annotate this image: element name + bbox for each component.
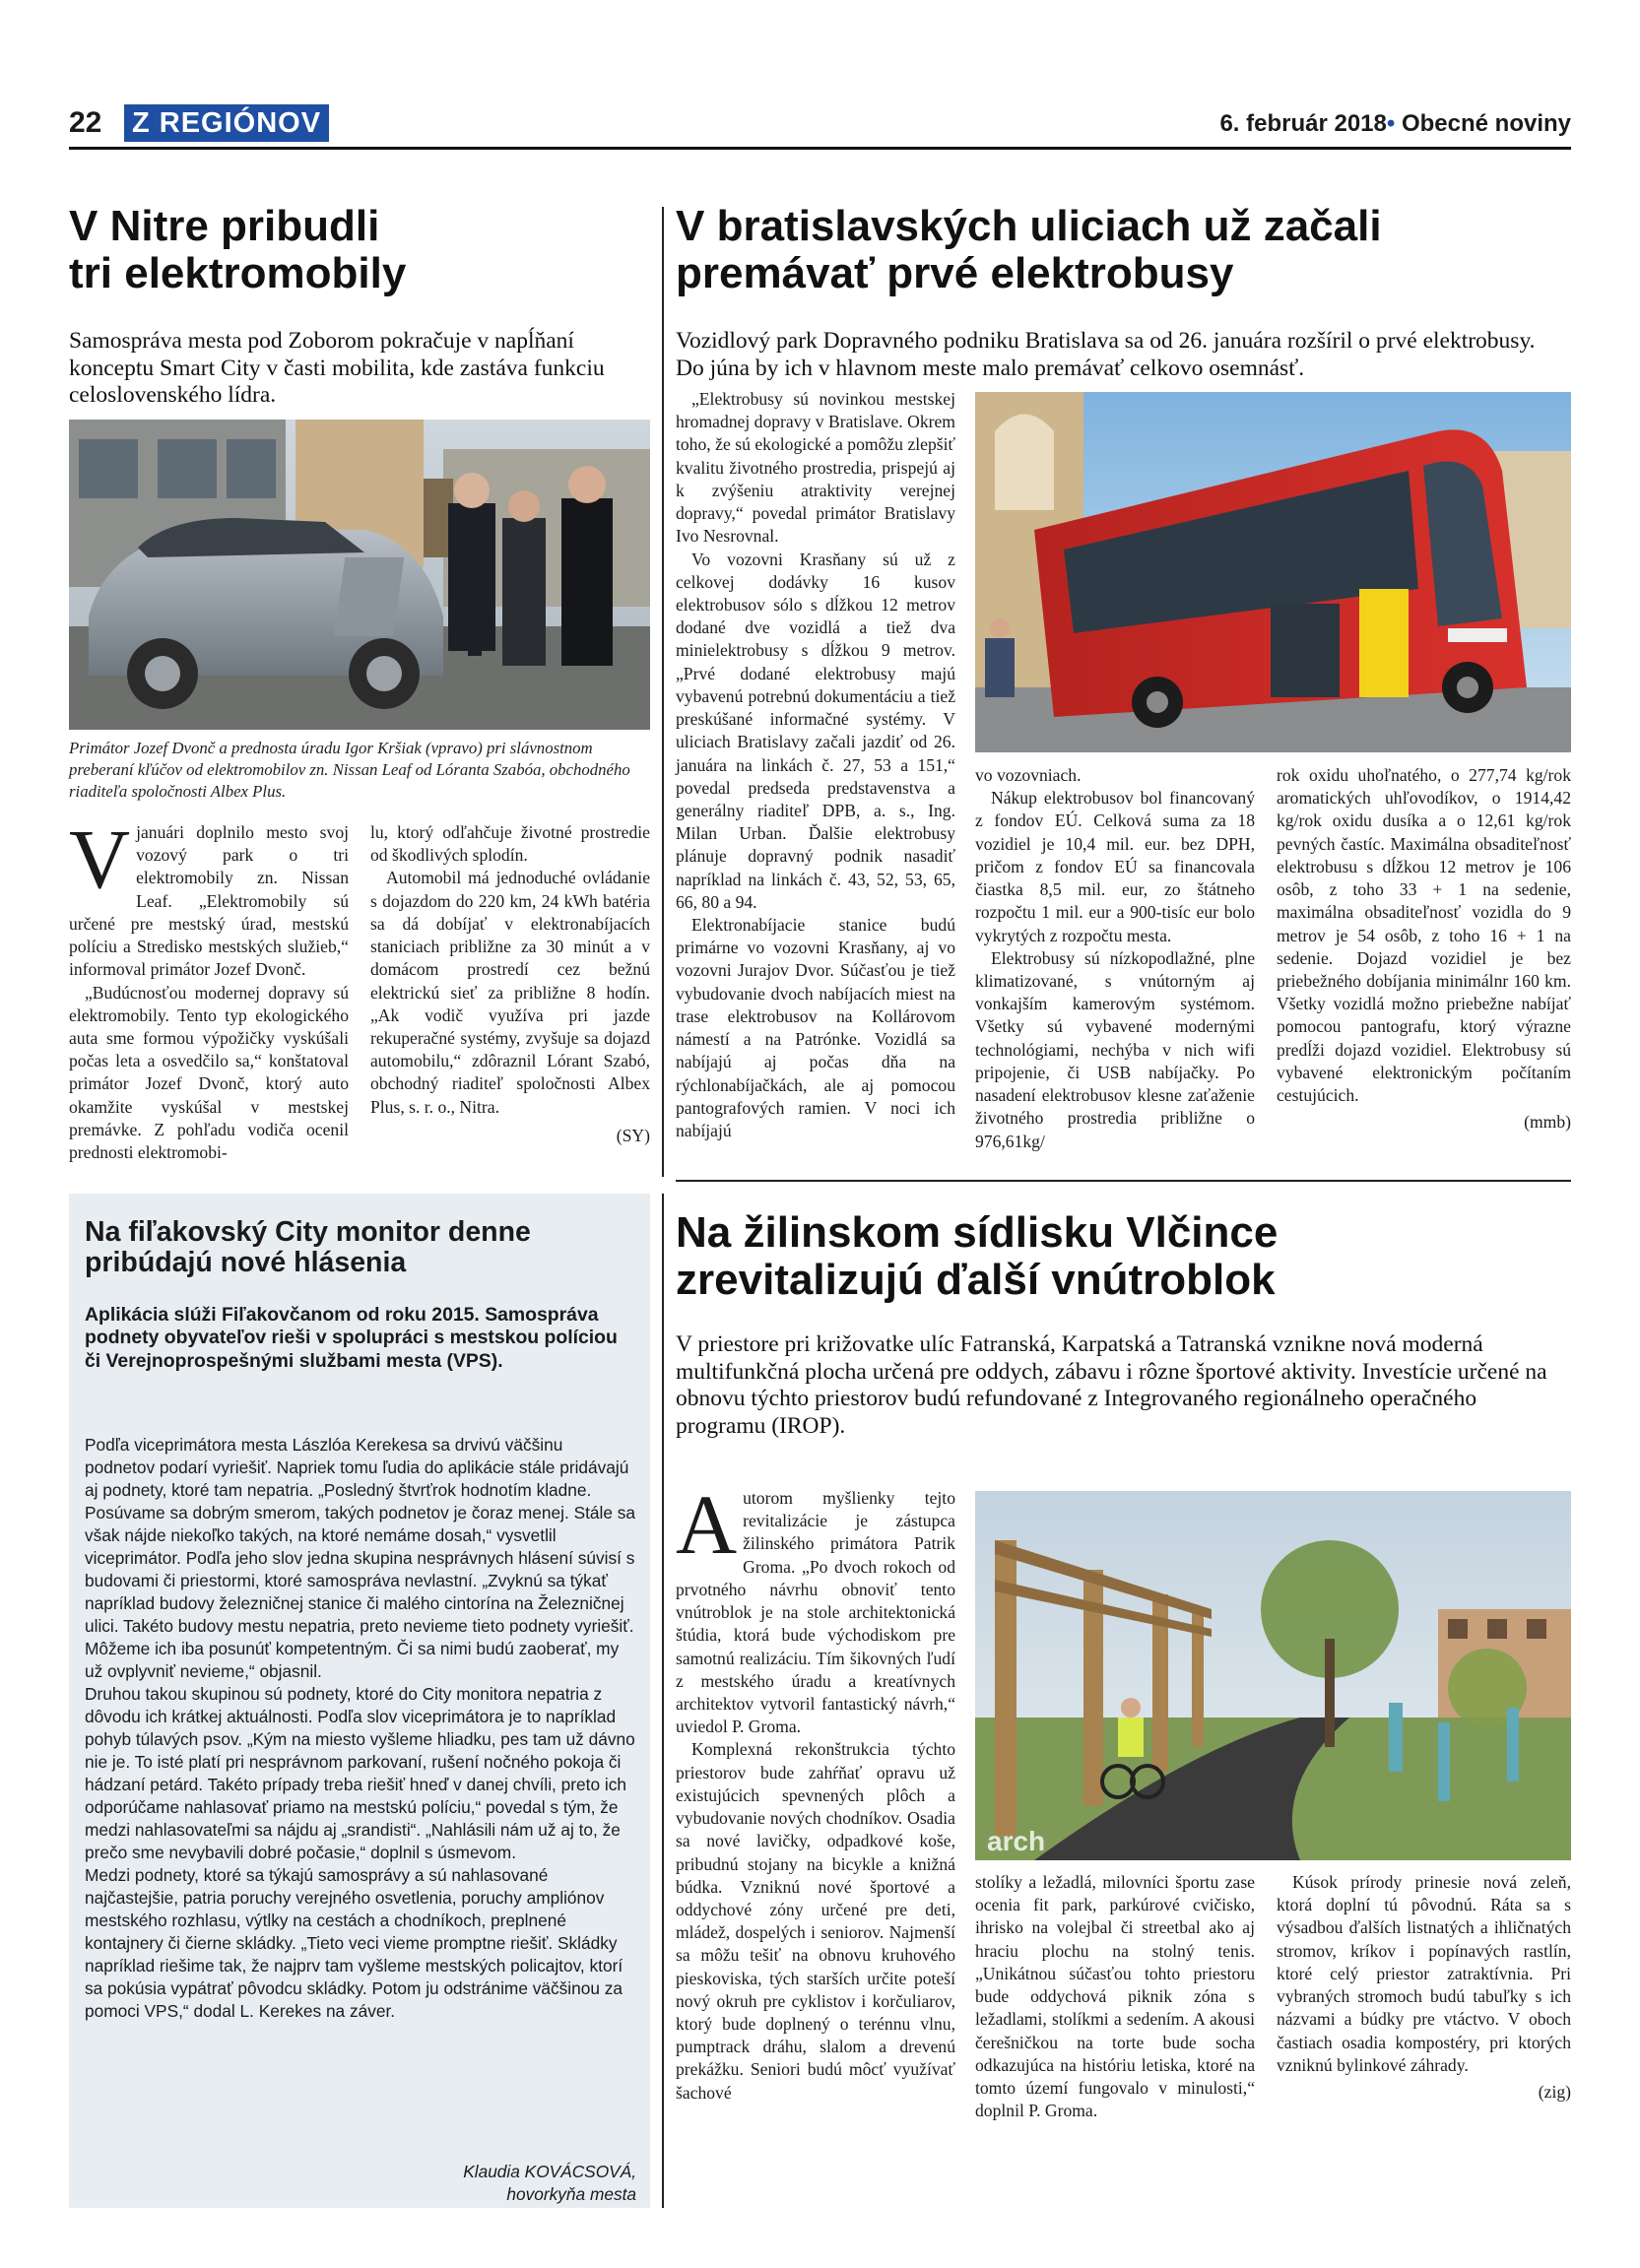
bratislava-paragraph: rok oxidu uhoľnatého, o 277,74 kg/rok aromatických uhľovodíkov, o 1914,42 kg/rok oxidu dusíka a o 12,61 kg/rok pevných častíc. Maximálna obsaditeľnosť elektrobusu s dĺžkou 12 metrov je 106 osôb, z toho 33 + 1 na sedenie, maximálna obsaditeľnosť vozidla do 9 metrov je 54 osôb, z toho 16 + 1 na sedenie. Dojazd vozidiel je bez priebežného dobíjania minimálnr 160 km. Všetky vozidlá možno priebežne nabíjať pomocou pantografu, ktorý výrazne predĺži dojazd vozidiel. Elektrobusy sú vybavené elektronickým počítaním cestujúcich. [1277,765,1571,1106]
bratislava-paragraph: „Elektrobusy sú novinkou mestskej hromadnej dopravy v Bratislave. Okrem toho, že sú ekologické a pomôžu zlepšiť kvalitu životného prostredia, prispejú aj k zvýšeniu atraktivity verejnej dopravy,“ povedal primátor Bratislavy Ivo Nesrovnal. [676,389,955,547]
filakovo-box [69,1194,650,2208]
filakovo-signature-role: hovorkyňa mesta [506,2184,636,2204]
nitra-paragraph: Automobil má jednoduché ovládanie s dojazdom do 220 km, 24 kWh batéria sa dá dobíjať v elektronabíjacích staniciach približne za 30 minút a v domácom prostredí cez bežnú elektrickú sieť za približne 8 hodín. „Ak vodič využíva pri jazde rekuperačné systémy, zvyšuje sa dojazd automobilu,“ zdôraznil Lórant Szabó, obchodný riaditeľ spoločnosti Albex Plus, s. r. o., Nitra. [370,868,650,1117]
zilina-headline-line1: Na žilinskom sídlisku Vlčince [676,1208,1279,1257]
nitra-photo-illustration [69,420,650,730]
bratislava-signature: (mmb) [1524,1112,1571,1133]
bratislava-paragraph: Elektronabíjacie stanice budú primárne vo vozovni Krasňany, aj vo vozovni Jurajov Dvor. Súčasťou je tiež vybudovanie dvoch nabíjacích miest na trase elektrobusov na Kollárovom námestí a na Patrónke. Vozidlá sa nabíjajú aj počas dňa na rýchlonabíjačkách, ale aj pomocou pantografových ramien. V noci ich nabíjajú [676,915,955,1140]
bratislava-photo [975,392,1571,752]
filakovo-signature-name: Klaudia KOVÁCSOVÁ, [463,2162,636,2181]
nitra-text: januári doplnilo mesto svoj vozový park o tri elektromobily zn. Nissan Leaf. „Elektromobily sú určené pre mestský úrad, mestskú políciu a Stredisko mestských služieb,“ informoval primátor Jozef Dvonč. [69,822,349,980]
nitra-paragraph: „Budúcnosťou modernej dopravy sú elektromobily. Tento typ ekologického auta sme formou výpožičky vyskúšali počas leta a osvedčilo sa,“ konštatoval primátor Jozef Dvonč, ktorý auto okamžite vyskúšal v mestskej premávke. Z pohľadu vodiča ocenil prednosti elektromobi- [69,982,349,1163]
nitra-lead: Samospráva mesta pod Zoborom pokračuje v napĺňaní konceptu Smart City v časti mobilita, kde zastáva funkciu celoslovenského lídra. [69,328,605,409]
filakovo-paragraph: Druhou takou skupinou sú podnety, ktoré do City monitora nepatria z dôvodu ich krátkej aktuálnosti. Podľa slov viceprimátora je to napríklad pohyb túlavých psov. „Kým na miesto vyšleme hliadku, pes tam už dávno nie je. To isté platí pri nesprávnom parkovaní, rušení nočného pokoja či hádzaní petárd. Takéto prípady treba riešiť hneď v danej chvíli, preto ich odporúčame nahlasovať priamo na mestskú políciu,“ povedal s tým, že medzi nahlasovateľmi sa nájdu aj „srandisti“. „Nahlásili nám už aj to, že prečo sme nevybavili dobré počasie,“ doplnil s úsmevom. [85,1684,635,1862]
section-label: Z REGIÓNOV [124,104,329,142]
nitra-headline-line2: tri elektromobily [69,248,407,297]
zilina-lead: V priestore pri križovatke ulíc Fatranská, Karpatská a Tatranská vznikne nová moderná multifunkčná plocha určená pre oddych, zábavu i rôzne športové aktivity. Investície určené na obnovu týchto priestorov budú refundované z Integrovaného regionálneho operačného programu (IROP). [676,1331,1547,1440]
filakovo-signature [463,2161,636,2206]
zilina-headline [676,1209,1571,1303]
bratislava-body-col2 [975,764,1255,1153]
nitra-body-col1 [69,811,349,1164]
zilina-dropcap: A [676,1477,738,1572]
filakovo-body [85,1434,636,2023]
issue-date: 6. február 2018 [1219,110,1387,137]
bratislava-headline [676,203,1571,296]
newspaper-name: Obecné noviny [1401,110,1571,137]
nitra-headline [69,203,650,296]
zilina-paragraph: Komplexná rekonštrukcia týchto priestorov bude zahŕňať opravu už existujúcich spevnených plôch a vybudovanie nových chodníkov. Osadia sa nové lavičky, odpadkové koše, pribudnú stojany na bicykle a knižná búdka. Vzniknú nové športové a oddychové zóny určené pre deti, mládež, dospelých i seniorov. Najmenší sa môžu tešiť na obnovu kruhového pieskoviska, tých starších určite poteší nový okruh pre cyklistov i korčuliarov, ktorý bude doplnený o terénnu vlnu, pumptrack dráhu, slalom a drevenú prekážku. Seniori budú môcť využívať šachové [676,1739,955,2103]
zilina-body-col1 [676,1477,955,2105]
filakovo-lead: Aplikácia slúži Fiľakovčanom od roku 2015. Samospráva podnety obyvateľov rieši v spolupráci s mestskou políciou či Verejnoprospešnými službami mesta (VPS). [85,1304,618,1372]
zilina-photo-illustration [975,1491,1571,1860]
masthead-right [1219,110,1571,138]
nitra-photo [69,420,650,730]
bratislava-paragraph: vo vozovniach. [975,765,1082,785]
bratislava-body-col1 [676,388,955,1142]
zilina-photo [975,1491,1571,1860]
nitra-signature: (SY) [616,1125,650,1145]
filakovo-paragraph: Medzi podnety, ktoré sa týkajú samosprávy a sú nahlasované najčastejšie, patria poruchy verejného osvetlenia, poruchy ampliónov mestského rozhlasu, výtlky na cestách a chodníkoch, preplnené kontajnery či čierne skládky. „Tieto veci vieme promptne riešiť. Skládky napríklad riešime tak, že najprv tam vyšleme mestských policajtov, ktorí sa pokúsia vypátrať pôvodcu skládky. Potom ju odstránime väčšinou za pomoci VPS,“ dodal L. Kerekes na záver. [85,1865,623,2021]
bratislava-headline-line2: premávať prvé elektrobusy [676,248,1234,297]
section-divider [676,1180,1571,1182]
bratislava-paragraph: Elektrobusy sú nízkopodlažné, plne klimatizované, s vnútorným aj vonkajším kamerovým systémom. Všetky sú vybavené modernými technológiami, nechýba v nich wifi pripojenie, či USB nabíjačky. Po nasadení elektrobusov klesne zaťaženie životného prostredia približne o 976,61kg/ [975,947,1255,1151]
nitra-paragraph [69,811,349,982]
nitra-headline-line1: V Nitre pribudli [69,202,380,250]
bratislava-lead: Vozidlový park Dopravného podniku Bratislava sa od 26. januára rozšíril o prvé elektrobusy. Do júna by ich v hlavnom meste malo premávať celkovo osemnásť. [676,328,1536,381]
zilina-body-col2 [975,1871,1255,2122]
bratislava-paragraph: Vo vozovni Krasňany sú už z celkovej dodávky 16 kusov elektrobusov sólo s dĺžkou 12 metrov dodané dve vozidlá a tiež dva minielektrobusy s dĺžkou 9 metrov. „Prvé dodané elektrobusy majú vybavenú potrebnú dokumentáciu a tiež preskúšané informačné systémy. V uliciach Bratislavy začali jazdiť od 26. januára na linkách č. 27, 53 a 151,“ povedal predseda predstavenstva a generálny riaditeľ DPB, a. s., Ing. Milan Urban. Ďalšie elektrobusy plánuje dopravný podnik nasadiť napríklad na linkách č. 43, 52, 53, 65, 66, 80 a 94. [676,549,955,912]
nitra-caption: Primátor Jozef Dvonč a prednosta úradu Igor Kršiak (vpravo) pri slávnostnom preberaní kľúčov od elektromobilov zn. Nissan Leaf od Lóranta Szabóa, obchodného riaditeľa spoločnosti Albex Plus. [69,739,630,802]
filakovo-headline-line2: pribúdajú nové hlásenia [85,1247,407,1279]
column-rule-bottom [662,1194,664,2208]
bratislava-body-col3 [1277,764,1571,1134]
filakovo-paragraph: Podľa viceprimátora mesta Lászlóa Kerekesa sa drvivú väčšinu podnetov podarí vyriešiť. Napriek tomu ľudia do aplikácie stále pridávajú aj podnety, ktoré tam nepatria. „Posledný štvrťrok hodnotím kladne. Posúvame sa dobrým smerom, takých podnetov je čoraz menej. Stále sa však nájde niekoľko takých, na ktoré nemáme dosah,“ vysvetlil viceprimátor. Podľa jeho slov jedna skupina nesprávnych hlásení súvisí s budovami či priestormi, ktoré samospráva nevlastní. „Zvyknú sa týkať napríklad budovy železničnej stanice či malého cintorína na Železničnej ulici. Takéto budovy mestu nepatria, preto nevieme tieto podnety vyriešiť. Môžeme ich iba posunúť kompetentným. Či sa nimi budú zaoberať, my už ovplyvniť nevieme,“ objasnil. [85,1435,636,1681]
zilina-body-col3 [1277,1871,1571,2104]
column-rule-top [662,207,664,1177]
zilina-paragraph [676,1477,955,1738]
zilina-paragraph: stolíky a ležadlá, milovníci športu zase ocenia fit park, parkúrové cvičisko, ihrisko na volejbal či streetbal ako aj hraciu plochu na stolný tenis. „Unikátnou súčasťou tohto priestoru bude oddychová piknik zóna s ležadlami, stolíkmi a sedením. A akousi čerešničkou na torte bude socha odkazujúca na históriu letiska, ktoré na tomto území fungovalo v minulosti,“ doplnil P. Groma. [975,1872,1255,2121]
nitra-dropcap: V [69,811,131,906]
bratislava-headline-line1: V bratislavských uliciach už začali [676,202,1382,250]
masthead [69,102,1571,150]
filakovo-headline [85,1217,636,1279]
page-number: 22 [69,106,102,139]
zilina-text: utorom myšlienky tejto revitalizácie je zástupca žilinského primátora Patrik Groma. „Po dvoch rokoch od prvotného návrhu obnoviť tento vnútroblok je na stole architektonická štúdia, ktorá bude východiskom pre samotnú realizáciu. Tím šikovných ľudí z mestského úradu a kreatívnych architektov vytvoril fantastický návrh,“ uviedol P. Groma. [676,1488,955,1737]
masthead-bullet: • [1386,110,1396,137]
zilina-headline-line2: zrevitalizujú ďalší vnútroblok [676,1255,1276,1304]
filakovo-headline-line1: Na fiľakovský City monitor denne [85,1216,531,1248]
zilina-photo-watermark: arch [987,1826,1046,1856]
nitra-paragraph: lu, ktorý odľahčuje životné prostredie od škodlivých splodín. [370,822,650,866]
nitra-body-col2 [370,821,650,1147]
zilina-paragraph: Kúsok prírody prinesie nová zeleň, ktorá doplní tú pôvodnú. Ráta sa s výsadbou ďalších listnatých a ihličnatých stromov, kríkov i popínavých rastlín, ktoré celý priestor zatraktívnia. Pri vybraných stromoch budú tabuľky s ich názvami a búdky pre vtáctvo. V oboch častiach osadia kompostéry, pri ktorých vzniknú bylinkové záhrady. [1277,1872,1571,2075]
bratislava-photo-illustration [975,392,1571,752]
bratislava-paragraph: Nákup elektrobusov bol financovaný z fondov EÚ. Celková suma za 18 vozidiel je 10,4 mil. eur. bez DPH, pričom z fondov EÚ sa financovala čiastka 8,5 mil. eur, zo štátneho rozpočtu 1 mil. eur a 900-tisíc eur bolo vykrytých z rozpočtu mesta. [975,788,1255,945]
zilina-signature: (zig) [1538,2081,1571,2102]
